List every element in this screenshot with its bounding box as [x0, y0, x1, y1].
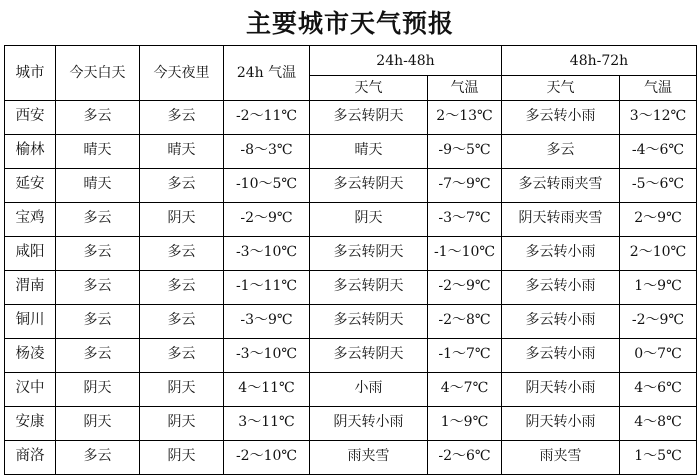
- cell-temp-48-72h-text: -2～9℃: [631, 312, 685, 328]
- cell-night-weather-text: 阴天: [167, 448, 196, 464]
- cell-temp-24h-text: -3～9℃: [240, 312, 293, 328]
- cell-city-text: 渭南: [15, 278, 45, 294]
- cell-day-weather-text: 多云: [83, 278, 112, 294]
- cell-city-text: 杨凌: [15, 346, 45, 362]
- header-weather-72: 天气: [502, 76, 620, 101]
- table-row: [5, 237, 697, 271]
- cell-weather-48-72h-text: 多云转小雨: [525, 108, 596, 124]
- cell-weather-24-48h: [310, 135, 428, 169]
- cell-weather-48-72h: [502, 101, 620, 135]
- cell-weather-24-48h-text: 雨夹雪: [347, 448, 390, 464]
- cell-temp-24h: [224, 407, 310, 441]
- cell-weather-24-48h-text: 阴天转小雨: [333, 414, 404, 430]
- header-city: 城市: [5, 46, 56, 101]
- cell-weather-24-48h: [310, 305, 428, 339]
- cell-city: [5, 339, 56, 373]
- cell-temp-24-48h: [428, 305, 502, 339]
- cell-day-weather-text: 多云: [83, 244, 112, 260]
- cell-night-weather: [140, 203, 224, 237]
- cell-night-weather: [140, 305, 224, 339]
- cell-temp-24-48h-text: 4～7℃: [440, 380, 489, 396]
- cell-weather-24-48h: [310, 373, 428, 407]
- cell-temp-48-72h: [620, 135, 697, 169]
- cell-weather-48-72h-text: 阴天转小雨: [525, 414, 596, 430]
- cell-city: [5, 373, 56, 407]
- cell-weather-48-72h-text: 阴天转小雨: [525, 380, 596, 396]
- cell-city-text: 铜川: [15, 312, 45, 328]
- cell-city: [5, 169, 56, 203]
- cell-weather-48-72h: [502, 135, 620, 169]
- cell-city: [5, 271, 56, 305]
- table-row: [5, 305, 697, 339]
- cell-day-weather: [56, 407, 140, 441]
- cell-weather-24-48h: [310, 101, 428, 135]
- cell-temp-48-72h-text: 3～12℃: [629, 108, 687, 124]
- cell-city-text: 宝鸡: [15, 210, 45, 226]
- cell-day-weather-text: 阴天: [83, 380, 112, 396]
- cell-weather-24-48h-text: 多云转阴天: [333, 108, 404, 124]
- cell-temp-24-48h: [428, 373, 502, 407]
- cell-night-weather-text: 多云: [167, 176, 196, 192]
- cell-temp-48-72h-text: -5～6℃: [631, 176, 685, 192]
- cell-city-text: 咸阳: [15, 244, 45, 260]
- cell-city: [5, 203, 56, 237]
- cell-temp-24h: [224, 339, 310, 373]
- cell-night-weather: [140, 373, 224, 407]
- cell-day-weather: [56, 237, 140, 271]
- cell-temp-24-48h-text: 2～13℃: [436, 108, 493, 124]
- cell-temp-24-48h: [428, 169, 502, 203]
- cell-temp-24-48h-text: -2～9℃: [438, 278, 491, 294]
- cell-temp-24-48h: [428, 441, 502, 475]
- header-night: 今天夜里: [140, 46, 224, 101]
- cell-temp-24-48h-text: -1～10℃: [433, 244, 496, 260]
- cell-temp-48-72h-text: 0～7℃: [634, 346, 682, 362]
- table-body: [5, 101, 697, 475]
- cell-day-weather-text: 多云: [83, 448, 112, 464]
- cell-temp-24h-text: -3～10℃: [235, 346, 298, 362]
- table-row: [5, 203, 697, 237]
- cell-temp-48-72h: [620, 237, 697, 271]
- cell-temp-24-48h: [428, 339, 502, 373]
- cell-weather-24-48h-text: 阴天: [354, 210, 383, 226]
- cell-temp-24h-text: -2～11℃: [235, 108, 298, 124]
- cell-weather-24-48h: [310, 169, 428, 203]
- cell-city: [5, 407, 56, 441]
- cell-temp-48-72h: [620, 169, 697, 203]
- table-row: [5, 169, 697, 203]
- cell-weather-24-48h: [310, 339, 428, 373]
- cell-temp-48-72h-text: 2～10℃: [629, 244, 687, 260]
- cell-temp-48-72h-text: 1～5℃: [634, 448, 682, 464]
- cell-city: [5, 135, 56, 169]
- weather-forecast-table: [4, 45, 697, 475]
- cell-temp-48-72h: [620, 101, 697, 135]
- cell-temp-24h: [224, 203, 310, 237]
- cell-temp-24h-text: -8～3℃: [240, 142, 293, 158]
- cell-temp-48-72h: [620, 373, 697, 407]
- header-range-48-72: 48h-72h: [502, 46, 697, 76]
- cell-temp-24-48h-text: 1～9℃: [440, 414, 489, 430]
- cell-temp-48-72h: [620, 271, 697, 305]
- cell-temp-24-48h-text: -2～6℃: [438, 448, 491, 464]
- cell-night-weather-text: 多云: [167, 346, 196, 362]
- cell-temp-48-72h-text: 4～6℃: [634, 380, 682, 396]
- cell-temp-48-72h: [620, 407, 697, 441]
- cell-night-weather: [140, 101, 224, 135]
- cell-temp-24h: [224, 169, 310, 203]
- cell-day-weather: [56, 203, 140, 237]
- cell-weather-48-72h: [502, 441, 620, 475]
- cell-weather-24-48h: [310, 441, 428, 475]
- header-temp-72: 气温: [620, 76, 697, 101]
- cell-temp-24h: [224, 373, 310, 407]
- cell-weather-24-48h-text: 多云转阴天: [333, 244, 404, 260]
- cell-night-weather-text: 多云: [167, 312, 196, 328]
- cell-weather-24-48h-text: 小雨: [354, 380, 383, 396]
- cell-day-weather-text: 多云: [83, 312, 112, 328]
- cell-day-weather: [56, 135, 140, 169]
- cell-night-weather-text: 多云: [167, 108, 196, 124]
- cell-city-text: 汉中: [15, 380, 45, 396]
- cell-weather-48-72h: [502, 407, 620, 441]
- table-row: [5, 407, 697, 441]
- cell-city-text: 延安: [15, 176, 45, 192]
- cell-weather-24-48h: [310, 237, 428, 271]
- header-weather-48: 天气: [310, 76, 428, 101]
- cell-temp-24-48h-text: -9～5℃: [438, 142, 491, 158]
- cell-weather-48-72h-text: 多云转小雨: [525, 346, 596, 362]
- cell-day-weather: [56, 169, 140, 203]
- cell-temp-24-48h: [428, 237, 502, 271]
- cell-temp-24h: [224, 135, 310, 169]
- cell-weather-48-72h-text: 多云转小雨: [525, 312, 596, 328]
- cell-temp-24-48h: [428, 135, 502, 169]
- cell-temp-24-48h-text: -7～9℃: [438, 176, 491, 192]
- cell-temp-48-72h: [620, 339, 697, 373]
- cell-night-weather: [140, 135, 224, 169]
- cell-day-weather-text: 多云: [83, 210, 112, 226]
- cell-temp-48-72h-text: 4～8℃: [634, 414, 682, 430]
- cell-weather-24-48h-text: 多云转阴天: [333, 346, 404, 362]
- cell-weather-48-72h: [502, 339, 620, 373]
- cell-weather-48-72h-text: 阴天转雨夹雪: [518, 210, 603, 226]
- cell-temp-24h-text: -3～10℃: [235, 244, 298, 260]
- cell-city: [5, 305, 56, 339]
- header-row-top: [5, 46, 697, 76]
- cell-night-weather: [140, 407, 224, 441]
- cell-day-weather-text: 晴天: [83, 142, 112, 158]
- cell-temp-24h-text: 3～11℃: [238, 414, 295, 430]
- cell-night-weather: [140, 271, 224, 305]
- cell-weather-24-48h-text: 多云转阴天: [333, 312, 404, 328]
- header-range-24-48: 24h-48h: [310, 46, 502, 76]
- cell-temp-24h-text: -2～9℃: [240, 210, 293, 226]
- cell-day-weather: [56, 373, 140, 407]
- cell-temp-24h: [224, 271, 310, 305]
- cell-night-weather: [140, 237, 224, 271]
- cell-weather-24-48h: [310, 203, 428, 237]
- cell-day-weather-text: 多云: [83, 346, 112, 362]
- header-temp-48: 气温: [428, 76, 502, 101]
- cell-city-text: 商洛: [15, 448, 45, 464]
- cell-weather-24-48h: [310, 407, 428, 441]
- table-row: [5, 373, 697, 407]
- cell-day-weather-text: 多云: [83, 108, 112, 124]
- cell-temp-24-48h-text: -1～7℃: [438, 346, 491, 362]
- cell-city: [5, 441, 56, 475]
- cell-day-weather: [56, 339, 140, 373]
- cell-temp-24-48h: [428, 407, 502, 441]
- cell-night-weather: [140, 441, 224, 475]
- cell-city: [5, 101, 56, 135]
- cell-night-weather-text: 阴天: [167, 210, 196, 226]
- table-row: [5, 339, 697, 373]
- cell-day-weather-text: 阴天: [83, 414, 112, 430]
- cell-night-weather: [140, 169, 224, 203]
- cell-day-weather: [56, 441, 140, 475]
- cell-temp-24h: [224, 237, 310, 271]
- cell-temp-24h: [224, 305, 310, 339]
- cell-city-text: 西安: [15, 108, 45, 124]
- cell-night-weather-text: 阴天: [167, 414, 196, 430]
- cell-city-text: 榆林: [15, 142, 45, 158]
- cell-day-weather: [56, 305, 140, 339]
- header-day: 今天白天: [56, 46, 140, 101]
- cell-temp-24-48h: [428, 101, 502, 135]
- cell-weather-48-72h: [502, 271, 620, 305]
- cell-temp-24h: [224, 101, 310, 135]
- cell-temp-48-72h: [620, 441, 697, 475]
- cell-weather-24-48h: [310, 271, 428, 305]
- cell-weather-48-72h-text: 多云: [546, 142, 575, 158]
- cell-day-weather: [56, 271, 140, 305]
- cell-temp-24h-text: -2～10℃: [235, 448, 298, 464]
- cell-weather-48-72h-text: 雨夹雪: [539, 448, 582, 464]
- cell-temp-24h-text: -1～11℃: [235, 278, 298, 294]
- cell-temp-48-72h-text: 2～9℃: [634, 210, 682, 226]
- cell-weather-48-72h-text: 多云转雨夹雪: [518, 176, 603, 192]
- cell-temp-24h-text: 4～11℃: [238, 380, 295, 396]
- cell-weather-48-72h-text: 多云转小雨: [525, 278, 596, 294]
- cell-day-weather: [56, 101, 140, 135]
- cell-weather-24-48h-text: 晴天: [354, 142, 383, 158]
- cell-city: [5, 237, 56, 271]
- cell-day-weather-text: 晴天: [83, 176, 112, 192]
- page-title: 主要城市天气预报: [245, 9, 454, 38]
- cell-weather-48-72h: [502, 169, 620, 203]
- header-temp24: 24h 气温: [224, 46, 310, 101]
- table-row: [5, 271, 697, 305]
- cell-temp-48-72h: [620, 203, 697, 237]
- cell-night-weather: [140, 339, 224, 373]
- cell-temp-24-48h: [428, 271, 502, 305]
- cell-night-weather-text: 阴天: [167, 380, 196, 396]
- cell-temp-24-48h-text: -3～7℃: [438, 210, 491, 226]
- cell-night-weather-text: 多云: [167, 278, 196, 294]
- cell-city-text: 安康: [15, 414, 45, 430]
- cell-temp-48-72h: [620, 305, 697, 339]
- cell-temp-24h-text: -10～5℃: [235, 176, 298, 192]
- cell-temp-24h: [224, 441, 310, 475]
- cell-weather-24-48h-text: 多云转阴天: [333, 278, 404, 294]
- cell-temp-24-48h-text: -2～8℃: [438, 312, 491, 328]
- table-row: [5, 101, 697, 135]
- cell-temp-24-48h: [428, 203, 502, 237]
- cell-weather-48-72h: [502, 305, 620, 339]
- table-row: [5, 135, 697, 169]
- table-row: [5, 441, 697, 475]
- cell-temp-48-72h-text: 1～9℃: [634, 278, 682, 294]
- cell-weather-48-72h: [502, 203, 620, 237]
- cell-weather-48-72h-text: 多云转小雨: [525, 244, 596, 260]
- cell-weather-48-72h: [502, 237, 620, 271]
- cell-night-weather-text: 晴天: [167, 142, 196, 158]
- cell-temp-48-72h-text: -4～6℃: [631, 142, 685, 158]
- cell-weather-24-48h-text: 多云转阴天: [333, 176, 404, 192]
- cell-night-weather-text: 多云: [167, 244, 196, 260]
- cell-weather-48-72h: [502, 373, 620, 407]
